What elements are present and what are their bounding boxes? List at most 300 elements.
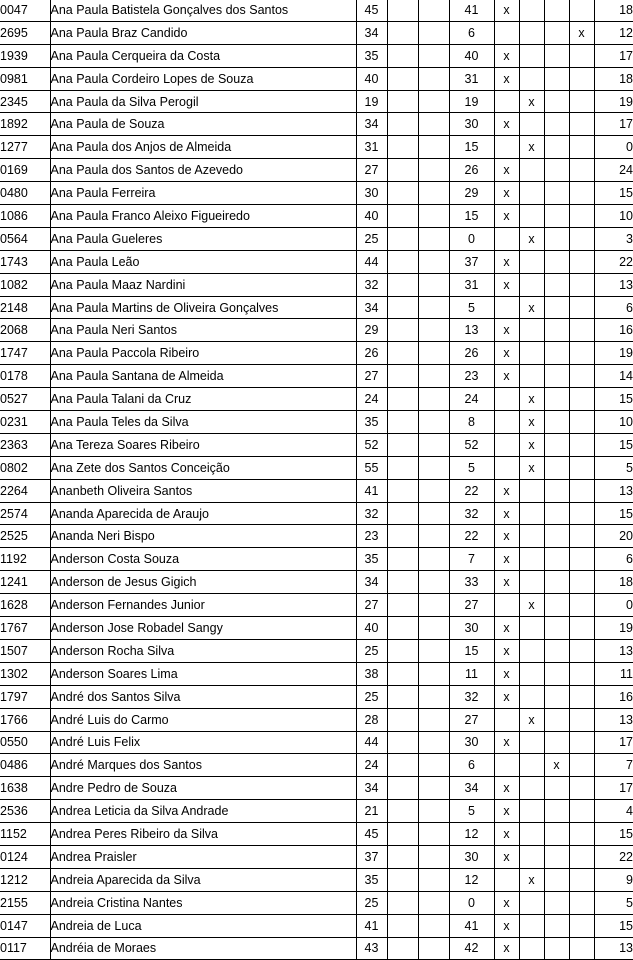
mark-4-cell [569,67,594,90]
col-d-cell: 0 [449,891,494,914]
mark-1-cell [494,411,519,434]
table-row [0,685,633,708]
total-cell: 16 [594,685,633,708]
col-d-cell: 41 [449,0,494,21]
name-cell: Ana Paula Teles da Silva [50,411,356,434]
mark-4-cell [569,0,594,21]
code-cell: 2148 [0,296,50,319]
col-c-cell [418,273,449,296]
mark-3-cell [544,433,569,456]
col-a-cell: 27 [356,594,387,617]
col-a-cell: 21 [356,800,387,823]
mark-1-cell: x [494,0,519,21]
mark-1-cell: x [494,662,519,685]
code-cell: 0231 [0,411,50,434]
total-cell: 15 [594,388,633,411]
mark-1-cell [494,90,519,113]
col-b-cell [387,44,418,67]
mark-2-cell [519,617,544,640]
mark-4-cell [569,754,594,777]
col-a-cell: 23 [356,525,387,548]
name-cell: Ana Paula de Souza [50,113,356,136]
mark-4-cell: x [569,21,594,44]
code-cell: 1302 [0,662,50,685]
col-a-cell: 45 [356,0,387,21]
table-row [0,182,633,205]
mark-1-cell: x [494,365,519,388]
mark-1-cell [494,388,519,411]
mark-2-cell [519,731,544,754]
code-cell: 2695 [0,21,50,44]
col-d-cell: 32 [449,685,494,708]
name-cell: Andrea Praisler [50,845,356,868]
mark-3-cell [544,182,569,205]
mark-4-cell [569,365,594,388]
table-row [0,21,633,44]
name-cell: André Luis Felix [50,731,356,754]
name-cell: Ana Paula Talani da Cruz [50,388,356,411]
col-a-cell: 45 [356,823,387,846]
mark-3-cell [544,823,569,846]
table-row [0,914,633,937]
mark-4-cell [569,296,594,319]
col-b-cell [387,159,418,182]
col-a-cell: 34 [356,296,387,319]
name-cell: Andréia de Moraes [50,937,356,960]
table-row [0,44,633,67]
mark-1-cell: x [494,685,519,708]
mark-1-cell: x [494,639,519,662]
col-b-cell [387,823,418,846]
mark-4-cell [569,708,594,731]
mark-4-cell [569,868,594,891]
col-b-cell [387,594,418,617]
col-d-cell: 5 [449,296,494,319]
mark-2-cell: x [519,136,544,159]
table-row [0,479,633,502]
mark-1-cell [494,708,519,731]
name-cell: Ana Paula Neri Santos [50,319,356,342]
col-b-cell [387,21,418,44]
mark-4-cell [569,777,594,800]
table-row [0,731,633,754]
total-cell: 13 [594,708,633,731]
mark-2-cell: x [519,456,544,479]
mark-4-cell [569,250,594,273]
code-cell: 1086 [0,205,50,228]
col-c-cell [418,891,449,914]
col-d-cell: 5 [449,800,494,823]
mark-2-cell: x [519,411,544,434]
code-cell: 1277 [0,136,50,159]
mark-4-cell [569,662,594,685]
code-cell: 2363 [0,433,50,456]
col-b-cell [387,662,418,685]
col-d-cell: 32 [449,502,494,525]
col-b-cell [387,227,418,250]
total-cell: 10 [594,411,633,434]
col-d-cell: 34 [449,777,494,800]
total-cell: 5 [594,456,633,479]
mark-3-cell [544,914,569,937]
mark-4-cell [569,731,594,754]
mark-2-cell: x [519,433,544,456]
mark-1-cell [494,296,519,319]
col-b-cell [387,388,418,411]
mark-4-cell [569,525,594,548]
col-a-cell: 35 [356,868,387,891]
mark-1-cell: x [494,319,519,342]
mark-3-cell [544,21,569,44]
code-cell: 2345 [0,90,50,113]
col-d-cell: 23 [449,365,494,388]
name-cell: André Marques dos Santos [50,754,356,777]
mark-1-cell: x [494,845,519,868]
col-b-cell [387,548,418,571]
table-row [0,319,633,342]
mark-2-cell: x [519,708,544,731]
col-a-cell: 40 [356,205,387,228]
col-d-cell: 0 [449,227,494,250]
code-cell: 0550 [0,731,50,754]
col-d-cell: 22 [449,525,494,548]
mark-2-cell [519,0,544,21]
mark-2-cell: x [519,388,544,411]
col-b-cell [387,914,418,937]
mark-4-cell [569,914,594,937]
mark-2-cell [519,319,544,342]
code-cell: 1628 [0,594,50,617]
mark-3-cell: x [544,754,569,777]
col-d-cell: 33 [449,571,494,594]
mark-3-cell [544,296,569,319]
col-c-cell [418,502,449,525]
mark-3-cell [544,0,569,21]
col-a-cell: 28 [356,708,387,731]
mark-4-cell [569,411,594,434]
total-cell: 13 [594,273,633,296]
mark-2-cell [519,44,544,67]
mark-1-cell [494,754,519,777]
mark-3-cell [544,868,569,891]
col-c-cell [418,227,449,250]
col-a-cell: 24 [356,754,387,777]
name-cell: Ananda Neri Bispo [50,525,356,548]
table-row [0,0,633,21]
mark-4-cell [569,319,594,342]
mark-2-cell [519,502,544,525]
mark-4-cell [569,594,594,617]
mark-3-cell [544,250,569,273]
table-row [0,594,633,617]
code-cell: 0480 [0,182,50,205]
code-cell: 1152 [0,823,50,846]
mark-4-cell [569,845,594,868]
mark-3-cell [544,891,569,914]
col-a-cell: 37 [356,845,387,868]
total-cell: 5 [594,891,633,914]
col-c-cell [418,868,449,891]
total-cell: 20 [594,525,633,548]
table-row [0,639,633,662]
mark-1-cell: x [494,159,519,182]
mark-3-cell [544,67,569,90]
col-a-cell: 25 [356,227,387,250]
name-cell: Ana Paula Paccola Ribeiro [50,342,356,365]
col-a-cell: 40 [356,617,387,640]
col-d-cell: 15 [449,205,494,228]
mark-4-cell [569,136,594,159]
mark-3-cell [544,617,569,640]
name-cell: Ana Paula dos Anjos de Almeida [50,136,356,159]
col-b-cell [387,479,418,502]
mark-3-cell [544,456,569,479]
col-c-cell [418,159,449,182]
mark-2-cell [519,777,544,800]
mark-3-cell [544,594,569,617]
mark-4-cell [569,823,594,846]
col-c-cell [418,914,449,937]
mark-3-cell [544,639,569,662]
code-cell: 1638 [0,777,50,800]
mark-1-cell [494,456,519,479]
mark-2-cell [519,662,544,685]
name-cell: Ana Paula Braz Candido [50,21,356,44]
mark-1-cell: x [494,731,519,754]
col-a-cell: 25 [356,685,387,708]
col-d-cell: 41 [449,914,494,937]
col-d-cell: 12 [449,823,494,846]
code-cell: 0527 [0,388,50,411]
mark-1-cell: x [494,67,519,90]
col-b-cell [387,800,418,823]
table-row [0,113,633,136]
col-c-cell [418,67,449,90]
table-row [0,136,633,159]
col-d-cell: 15 [449,136,494,159]
code-cell: 2525 [0,525,50,548]
total-cell: 18 [594,0,633,21]
table-row [0,90,633,113]
total-cell: 13 [594,639,633,662]
table-row [0,273,633,296]
col-d-cell: 11 [449,662,494,685]
col-a-cell: 44 [356,731,387,754]
total-cell: 17 [594,44,633,67]
name-cell: Ana Paula Cerqueira da Costa [50,44,356,67]
total-cell: 10 [594,205,633,228]
col-c-cell [418,708,449,731]
col-c-cell [418,365,449,388]
mark-2-cell [519,754,544,777]
col-c-cell [418,639,449,662]
code-cell: 1212 [0,868,50,891]
col-b-cell [387,319,418,342]
mark-3-cell [544,662,569,685]
mark-3-cell [544,227,569,250]
mark-3-cell [544,937,569,960]
code-cell: 0147 [0,914,50,937]
mark-2-cell [519,21,544,44]
table-row [0,342,633,365]
mark-1-cell [494,433,519,456]
col-c-cell [418,937,449,960]
col-a-cell: 55 [356,456,387,479]
col-c-cell [418,754,449,777]
col-c-cell [418,525,449,548]
col-b-cell [387,502,418,525]
name-cell: Anderson Rocha Silva [50,639,356,662]
col-d-cell: 24 [449,388,494,411]
col-c-cell [418,594,449,617]
col-b-cell [387,845,418,868]
total-cell: 11 [594,662,633,685]
col-c-cell [418,388,449,411]
col-d-cell: 5 [449,456,494,479]
code-cell: 2536 [0,800,50,823]
col-a-cell: 35 [356,411,387,434]
mark-1-cell: x [494,617,519,640]
table-row [0,388,633,411]
mark-4-cell [569,388,594,411]
mark-4-cell [569,273,594,296]
name-cell: Ana Paula Maaz Nardini [50,273,356,296]
col-a-cell: 27 [356,159,387,182]
name-cell: Anderson Soares Lima [50,662,356,685]
col-a-cell: 26 [356,342,387,365]
table-row [0,525,633,548]
col-b-cell [387,868,418,891]
total-cell: 12 [594,21,633,44]
name-cell: Ana Zete dos Santos Conceição [50,456,356,479]
col-c-cell [418,571,449,594]
mark-2-cell [519,548,544,571]
col-c-cell [418,90,449,113]
col-c-cell [418,731,449,754]
mark-2-cell [519,685,544,708]
code-cell: 1507 [0,639,50,662]
total-cell: 15 [594,502,633,525]
table-row [0,617,633,640]
mark-1-cell: x [494,182,519,205]
col-d-cell: 42 [449,937,494,960]
mark-1-cell [494,136,519,159]
col-d-cell: 6 [449,21,494,44]
mark-4-cell [569,617,594,640]
total-cell: 17 [594,731,633,754]
mark-3-cell [544,845,569,868]
mark-2-cell [519,159,544,182]
mark-2-cell [519,250,544,273]
col-b-cell [387,113,418,136]
col-c-cell [418,800,449,823]
col-b-cell [387,136,418,159]
name-cell: André dos Santos Silva [50,685,356,708]
col-d-cell: 19 [449,90,494,113]
mark-1-cell: x [494,342,519,365]
name-cell: Andreia Aparecida da Silva [50,868,356,891]
col-d-cell: 7 [449,548,494,571]
col-c-cell [418,205,449,228]
col-c-cell [418,44,449,67]
mark-2-cell [519,845,544,868]
mark-3-cell [544,273,569,296]
code-cell: 1766 [0,708,50,731]
mark-1-cell: x [494,205,519,228]
col-d-cell: 26 [449,159,494,182]
total-cell: 19 [594,617,633,640]
mark-1-cell: x [494,571,519,594]
mark-4-cell [569,90,594,113]
mark-3-cell [544,479,569,502]
name-cell: Ananbeth Oliveira Santos [50,479,356,502]
table-row [0,571,633,594]
total-cell: 0 [594,594,633,617]
col-b-cell [387,0,418,21]
mark-3-cell [544,136,569,159]
mark-4-cell [569,113,594,136]
code-cell: 1797 [0,685,50,708]
mark-2-cell [519,273,544,296]
total-cell: 17 [594,113,633,136]
col-a-cell: 34 [356,777,387,800]
mark-2-cell [519,342,544,365]
mark-3-cell [544,502,569,525]
name-cell: Ana Paula Ferreira [50,182,356,205]
name-cell: Anderson de Jesus Gigich [50,571,356,594]
mark-4-cell [569,205,594,228]
col-b-cell [387,571,418,594]
mark-2-cell [519,182,544,205]
code-cell: 1767 [0,617,50,640]
col-d-cell: 27 [449,708,494,731]
mark-4-cell [569,891,594,914]
mark-3-cell [544,113,569,136]
mark-4-cell [569,479,594,502]
name-cell: Ananda Aparecida de Araujo [50,502,356,525]
col-d-cell: 8 [449,411,494,434]
mark-4-cell [569,182,594,205]
col-c-cell [418,845,449,868]
total-cell: 24 [594,159,633,182]
col-d-cell: 31 [449,67,494,90]
col-b-cell [387,182,418,205]
mark-2-cell [519,823,544,846]
mark-2-cell [519,800,544,823]
name-cell: Andrea Peres Ribeiro da Silva [50,823,356,846]
col-b-cell [387,754,418,777]
table-row [0,205,633,228]
table-row [0,502,633,525]
mark-3-cell [544,525,569,548]
code-cell: 0047 [0,0,50,21]
name-cell: Anderson Jose Robadel Sangy [50,617,356,640]
col-a-cell: 40 [356,67,387,90]
name-cell: Anderson Costa Souza [50,548,356,571]
mark-2-cell [519,937,544,960]
mark-1-cell: x [494,525,519,548]
mark-4-cell [569,800,594,823]
col-a-cell: 34 [356,571,387,594]
name-cell: Andreia Cristina Nantes [50,891,356,914]
table-row [0,823,633,846]
mark-3-cell [544,777,569,800]
col-a-cell: 41 [356,479,387,502]
col-d-cell: 40 [449,44,494,67]
mark-2-cell: x [519,296,544,319]
total-cell: 3 [594,227,633,250]
col-b-cell [387,90,418,113]
